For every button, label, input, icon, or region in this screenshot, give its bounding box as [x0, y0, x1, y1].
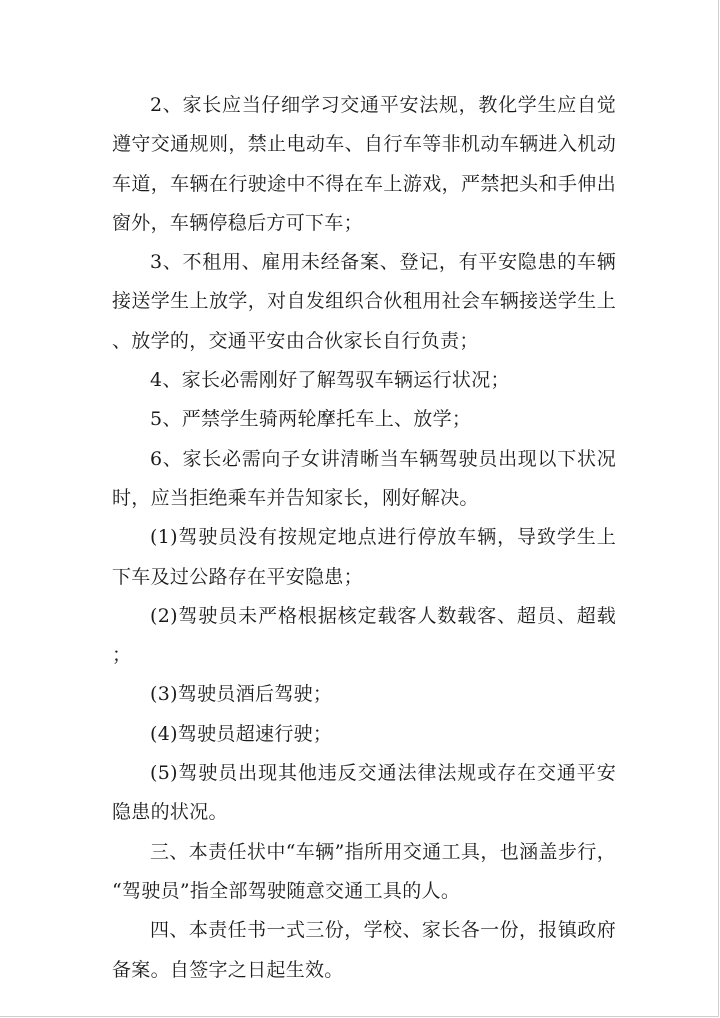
paragraph-subitem-3: (3)驾驶员酒后驾驶；	[150, 683, 333, 706]
document-body	[112, 86, 616, 990]
paragraph-subitem-2: (2)驾驶员未严格根据核定载客人数载客、超员、超载；	[112, 604, 616, 667]
paragraph-item-6: 6、家长必需向子女讲清晰当车辆驾驶员出现以下状况时，应当拒绝乘车并告知家长，刚好解决。	[112, 447, 616, 509]
paragraph-subitem-1: (1)驾驶员没有按规定地点进行停放车辆，导致学生上下车及过公路存在平安隐患；	[112, 526, 616, 588]
paragraph-item-2: 2、家长应当仔细学习交通平安法规，教化学生应自觉遵守交通规则，禁止电动车、自行车等非机动车辆进入机动车道，车辆在行驶途中不得在车上游戏，严禁把头和手伸出窗外，车辆停稳后方可下车；	[112, 94, 616, 234]
paragraph-subitem-5: (5)驾驶员出现其他违反交通法律法规或存在交通平安隐患的状况。	[112, 762, 616, 824]
paragraph-item-5: 5、严禁学生骑两轮摩托车上、放学；	[150, 408, 472, 431]
paragraph-subitem-4: (4)驾驶员超速行驶；	[150, 722, 333, 745]
paragraph-item-3: 3、不租用、雇用未经备案、登记，有平安隐患的车辆接送学生上放学，对自发组织合伙租用社会车辆接送学生上、放学的，交通平安由合伙家长自行负责；	[112, 251, 616, 352]
paragraph-item-4: 4、家长必需刚好了解驾驭车辆运行状况；	[150, 369, 510, 392]
paragraph-section-4: 四、本责任书一式三份，学校、家长各一份，报镇政府备案。自签字之日起生效。	[112, 919, 616, 981]
paragraph-section-3: 三、本责任状中“车辆”指所用交通工具，也涵盖步行，“驾驶员”指全部驾驶随意交通工具的人。	[112, 840, 616, 902]
